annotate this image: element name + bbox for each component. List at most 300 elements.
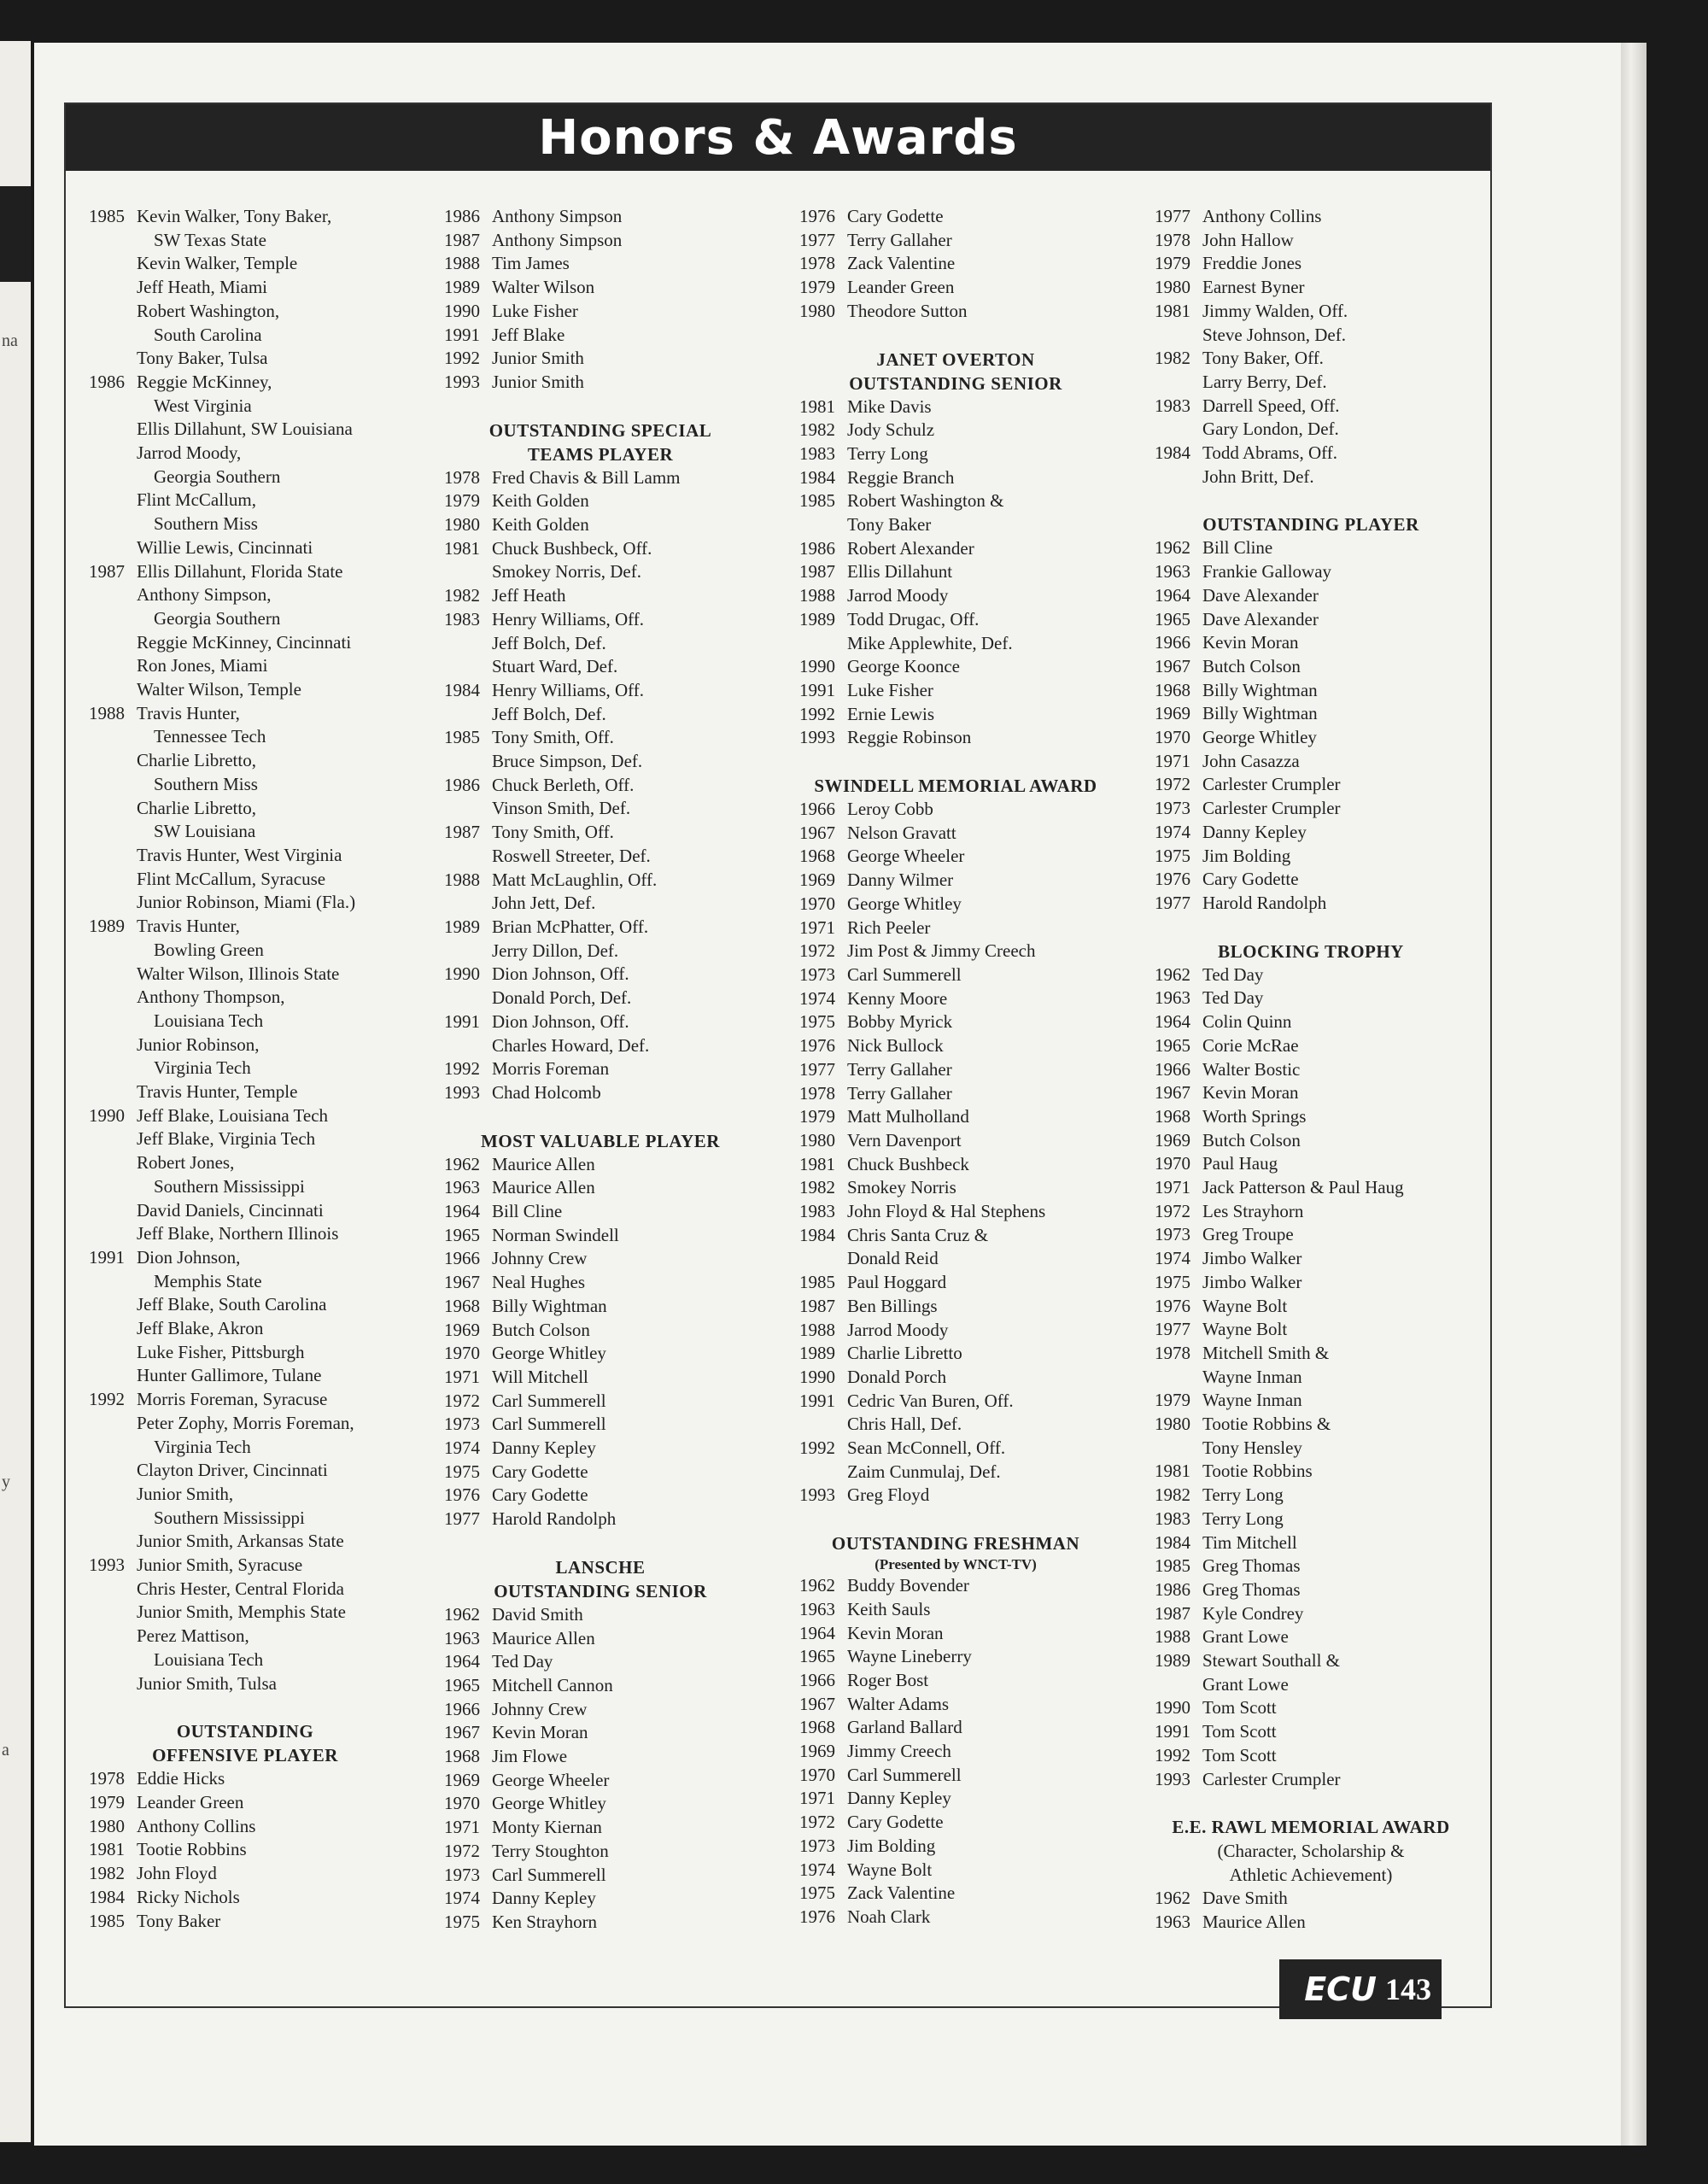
entry-year xyxy=(74,1648,137,1672)
entry-recipient: Brian McPhatter, Off. xyxy=(492,916,649,937)
award-entry xyxy=(430,1271,771,1295)
entry-recipient: Southern Mississippi xyxy=(154,1507,305,1528)
entry-recipient: Larry Berry, Def. xyxy=(1202,371,1327,392)
entry-recipient: Jimbo Walker xyxy=(1202,1248,1302,1269)
entry-year: 1983 xyxy=(799,442,835,464)
entry-year: 1978 xyxy=(89,1768,125,1789)
entry-year: 1972 xyxy=(1155,774,1190,795)
entry-recipient: Tony Baker, Tulsa xyxy=(137,348,268,369)
award-entry xyxy=(74,1483,416,1507)
entry-recipient: SW Louisiana xyxy=(154,821,256,842)
entry-recipient: Maurice Allen xyxy=(1202,1912,1306,1932)
award-entry xyxy=(785,1129,1126,1153)
award-entry xyxy=(785,1010,1126,1034)
section-heading: OUTSTANDING PLAYER xyxy=(1202,514,1419,536)
entry-year: 1991 xyxy=(799,1390,835,1411)
award-entry xyxy=(785,655,1126,679)
award-entry xyxy=(430,1484,771,1508)
entry-recipient: Tony Smith, Off. xyxy=(492,822,614,843)
award-entry xyxy=(74,1010,416,1033)
entry-year xyxy=(430,750,492,774)
entry-year xyxy=(74,725,137,749)
entry-year: 1966 xyxy=(799,799,835,820)
entry-year xyxy=(74,536,137,560)
entry-year: 1992 xyxy=(799,703,835,724)
entry-recipient: Butch Colson xyxy=(1202,655,1301,676)
entry-recipient: Todd Drugac, Off. xyxy=(847,608,980,629)
award-entry xyxy=(430,1864,771,1888)
award-entry xyxy=(430,205,771,229)
award-entry xyxy=(430,1721,771,1745)
entry-recipient: Billy Wightman xyxy=(1202,679,1318,700)
entry-year: 1977 xyxy=(1155,1319,1190,1340)
award-entry xyxy=(430,1153,771,1177)
page-edge xyxy=(1621,43,1647,2146)
award-entry xyxy=(74,773,416,797)
entry-year xyxy=(74,300,137,324)
entry-year xyxy=(74,939,137,963)
entry-recipient: Junior Smith, Tulsa xyxy=(137,1672,277,1694)
award-entry xyxy=(74,725,416,749)
award-entry xyxy=(430,1627,771,1651)
entry-recipient: Cary Godette xyxy=(492,1461,588,1482)
entry-year xyxy=(74,1151,137,1175)
entry-year: 1968 xyxy=(799,1717,835,1738)
award-entry xyxy=(785,442,1126,466)
award-section xyxy=(785,1531,1126,1929)
entry-recipient: Anthony Collins xyxy=(137,1815,256,1836)
entry-recipient: Stuart Ward, Def. xyxy=(492,656,618,677)
entry-year: 1976 xyxy=(799,206,835,226)
award-entry xyxy=(74,1838,416,1862)
entry-year: 1992 xyxy=(444,1058,480,1080)
award-section xyxy=(430,1555,771,1935)
entry-year xyxy=(74,1436,137,1460)
award-entry xyxy=(1140,608,1482,632)
entry-recipient: Jeff Bolch, Def. xyxy=(492,632,606,653)
entry-year: 1984 xyxy=(89,1886,125,1907)
entry-recipient: Worth Springs xyxy=(1202,1105,1307,1127)
award-entry xyxy=(1140,276,1482,300)
entry-recipient: Bill Cline xyxy=(1202,537,1273,559)
entry-recipient: Danny Kepley xyxy=(492,1888,596,1909)
section-heading-line-2: OUTSTANDING SENIOR xyxy=(849,372,1062,394)
award-entry xyxy=(785,1034,1126,1058)
entry-year: 1970 xyxy=(799,1764,835,1785)
award-entry xyxy=(74,395,416,419)
entry-recipient: Wayne Inman xyxy=(1202,1390,1302,1411)
award-entry xyxy=(785,466,1126,490)
entry-recipient: Carl Summerell xyxy=(847,1764,962,1785)
entry-year xyxy=(74,1199,137,1223)
award-entry xyxy=(785,489,1126,513)
award-entry xyxy=(1140,1176,1482,1200)
entry-recipient: Tom Scott xyxy=(1202,1721,1277,1742)
award-entry xyxy=(785,1716,1126,1740)
entry-recipient: Jim Bolding xyxy=(847,1835,936,1856)
entry-year: 1982 xyxy=(1155,348,1190,369)
entry-year: 1964 xyxy=(444,1651,480,1672)
award-entry xyxy=(74,489,416,512)
content-frame xyxy=(64,102,1492,2008)
entry-recipient: Luke Fisher xyxy=(492,300,578,321)
award-entry xyxy=(430,940,771,963)
entry-recipient: Roger Bost xyxy=(847,1669,929,1690)
entry-year: 1966 xyxy=(1155,1058,1190,1080)
award-entry xyxy=(74,915,416,939)
entry-year: 1969 xyxy=(444,1319,480,1340)
entry-recipient: Steve Johnson, Def. xyxy=(1202,324,1346,345)
entry-year: 1969 xyxy=(444,1769,480,1790)
entry-year: 1965 xyxy=(799,1646,835,1667)
entry-year: 1984 xyxy=(799,466,835,488)
award-entry xyxy=(74,1436,416,1460)
entry-year: 1986 xyxy=(444,774,480,795)
award-entry xyxy=(1140,1911,1482,1935)
entry-recipient: Jarrod Moody xyxy=(847,1319,949,1340)
award-entry xyxy=(1140,1555,1482,1578)
entry-recipient: Nick Bullock xyxy=(847,1035,944,1057)
entry-year: 1989 xyxy=(799,608,835,629)
entry-recipient: Ted Day xyxy=(492,1651,553,1672)
award-entry xyxy=(74,324,416,348)
entry-year xyxy=(74,1127,137,1151)
award-entry xyxy=(1140,1531,1482,1555)
entry-recipient: Kevin Moran xyxy=(492,1722,588,1743)
entry-recipient: Travis Hunter, West Virginia xyxy=(137,844,342,865)
entry-year: 1965 xyxy=(444,1674,480,1695)
entry-recipient: Henry Williams, Off. xyxy=(492,679,645,700)
entry-recipient: Ellis Dillahunt xyxy=(847,561,953,583)
entry-year: 1975 xyxy=(799,1011,835,1033)
entry-year: 1973 xyxy=(1155,798,1190,819)
entry-recipient: Zaim Cunmulaj, Def. xyxy=(847,1461,1001,1482)
award-entry xyxy=(430,252,771,276)
entry-recipient: Carlester Crumpler xyxy=(1202,798,1341,819)
entry-recipient: South Carolina xyxy=(154,324,262,345)
entry-recipient: Tony Hensley xyxy=(1202,1437,1302,1458)
award-entry xyxy=(785,1271,1126,1295)
entry-year xyxy=(74,276,137,300)
entry-recipient: Zack Valentine xyxy=(847,1882,956,1904)
entry-year: 1974 xyxy=(799,1859,835,1880)
entry-year xyxy=(430,987,492,1010)
entry-year: 1980 xyxy=(799,1129,835,1151)
entry-year: 1981 xyxy=(799,1153,835,1174)
award-entry xyxy=(74,1080,416,1104)
award-entry xyxy=(74,1459,416,1483)
entry-recipient: David Daniels, Cincinnati xyxy=(137,1199,324,1221)
entry-year xyxy=(74,820,137,844)
award-entry xyxy=(785,1484,1126,1508)
award-section xyxy=(1140,512,1482,915)
entry-recipient: John Hallow xyxy=(1202,229,1294,250)
entry-year: 1963 xyxy=(444,1627,480,1648)
entry-year: 1981 xyxy=(1155,300,1190,321)
entry-recipient: Terry Gallaher xyxy=(847,229,952,250)
entry-year xyxy=(74,773,137,797)
entry-recipient: Kevin Moran xyxy=(847,1622,944,1643)
award-entry xyxy=(785,1200,1126,1224)
entry-year: 1973 xyxy=(1155,1224,1190,1245)
entry-year: 1982 xyxy=(1155,1484,1190,1506)
entry-recipient: Jimbo Walker xyxy=(1202,1271,1302,1292)
section-heading-line-2: OUTSTANDING SENIOR xyxy=(494,1580,707,1601)
page-title: Honors & Awards xyxy=(538,109,1018,166)
entry-recipient: George Whitley xyxy=(847,893,962,914)
award-entry xyxy=(1140,868,1482,892)
entry-year xyxy=(1140,371,1202,395)
entry-recipient: Ron Jones, Miami xyxy=(137,655,268,676)
entry-recipient: Wayne Bolt xyxy=(1202,1295,1288,1316)
entry-year: 1991 xyxy=(1155,1721,1190,1742)
entry-year: 1980 xyxy=(1155,1414,1190,1435)
award-entry xyxy=(785,1461,1126,1484)
entry-year xyxy=(1140,1366,1202,1390)
entry-year xyxy=(785,1413,847,1437)
entry-year: 1963 xyxy=(1155,561,1190,583)
entry-recipient: Wayne Lineberry xyxy=(847,1646,972,1667)
entry-recipient: Mitchell Smith & xyxy=(1202,1342,1330,1363)
award-entry xyxy=(785,395,1126,419)
award-entry xyxy=(74,607,416,631)
entry-recipient: Dave Alexander xyxy=(1202,584,1319,606)
entry-year: 1985 xyxy=(89,1910,125,1931)
entry-year xyxy=(430,560,492,584)
entry-year: 1978 xyxy=(444,466,480,488)
entry-year xyxy=(74,1364,137,1388)
entry-year: 1968 xyxy=(1155,1105,1190,1127)
entry-year: 1979 xyxy=(799,277,835,298)
ecu-logo: ECU xyxy=(1304,1970,1377,2008)
award-entry xyxy=(785,1247,1126,1271)
entry-recipient: Kevin Moran xyxy=(1202,632,1299,653)
entry-recipient: Southern Miss xyxy=(154,773,258,794)
entry-recipient: Kevin Walker, Tony Baker, xyxy=(137,206,332,226)
entry-recipient: Roswell Streeter, Def. xyxy=(492,845,651,866)
entry-recipient: Paul Haug xyxy=(1202,1153,1278,1174)
award-entry xyxy=(74,749,416,773)
entry-year xyxy=(74,1672,137,1696)
award-entry xyxy=(1140,1342,1482,1366)
award-entry xyxy=(430,1319,771,1343)
entry-recipient: Donald Porch, Def. xyxy=(492,987,632,1009)
entry-year: 1965 xyxy=(1155,608,1190,629)
award-section xyxy=(785,774,1126,1508)
entry-recipient: Kevin Moran xyxy=(1202,1082,1299,1104)
entry-year: 1993 xyxy=(444,371,480,392)
award-entry xyxy=(1140,1295,1482,1319)
entry-recipient: George Whitley xyxy=(492,1793,606,1814)
entry-year: 1963 xyxy=(1155,1912,1190,1932)
entry-year: 1962 xyxy=(799,1575,835,1596)
award-entry xyxy=(74,252,416,276)
entry-year: 1981 xyxy=(444,537,480,559)
award-entry xyxy=(1140,1602,1482,1626)
award-entry xyxy=(1140,205,1482,229)
entry-year: 1977 xyxy=(1155,892,1190,913)
entry-year xyxy=(785,1461,847,1484)
section-heading: LANSCHE xyxy=(555,1556,646,1578)
award-entry xyxy=(74,229,416,253)
entry-year: 1965 xyxy=(1155,1034,1190,1056)
entry-year xyxy=(1140,1673,1202,1697)
entry-year xyxy=(430,892,492,916)
award-entry xyxy=(785,1811,1126,1835)
award-entry xyxy=(74,1648,416,1672)
award-entry xyxy=(430,987,771,1010)
entry-recipient: Bowling Green xyxy=(154,939,264,960)
award-entry xyxy=(430,1769,771,1793)
award-entry xyxy=(74,891,416,915)
entry-recipient: Chuck Bushbeck xyxy=(847,1153,969,1174)
award-entry xyxy=(1140,300,1482,324)
award-entry xyxy=(74,1910,416,1934)
entry-recipient: Southern Miss xyxy=(154,513,258,535)
award-entry xyxy=(785,1224,1126,1248)
award-section xyxy=(785,205,1126,324)
award-entry xyxy=(74,1127,416,1151)
award-entry xyxy=(74,560,416,584)
award-entry xyxy=(430,560,771,584)
entry-year xyxy=(74,229,137,253)
entry-year: 1974 xyxy=(799,987,835,1009)
entry-recipient: Monty Kiernan xyxy=(492,1817,602,1838)
entry-recipient: Maurice Allen xyxy=(492,1177,595,1198)
award-entry xyxy=(74,654,416,678)
entry-year xyxy=(74,1483,137,1507)
award-entry xyxy=(785,1622,1126,1646)
award-entry xyxy=(1140,1389,1482,1413)
section-heading: SWINDELL MEMORIAL AWARD xyxy=(814,776,1097,797)
entry-year: 1990 xyxy=(1155,1697,1190,1719)
award-entry xyxy=(1140,1129,1482,1153)
entry-recipient: Ben Billings xyxy=(847,1295,938,1316)
award-entry xyxy=(74,512,416,536)
award-entry xyxy=(785,584,1126,608)
entry-recipient: Anthony Collins xyxy=(1202,206,1322,226)
award-entry xyxy=(1140,371,1482,395)
entry-recipient: Robert Washington & xyxy=(847,490,1004,512)
section-subheading: (Character, Scholarship & xyxy=(1217,1841,1405,1862)
entry-year: 1966 xyxy=(1155,632,1190,653)
entry-recipient: Theodore Sutton xyxy=(847,300,968,321)
entry-recipient: Tom Scott xyxy=(1202,1744,1277,1765)
entry-year: 1973 xyxy=(444,1864,480,1885)
award-entry xyxy=(1140,1247,1482,1271)
entry-recipient: Danny Kepley xyxy=(1202,821,1307,842)
entry-year: 1989 xyxy=(444,277,480,298)
entry-year xyxy=(74,654,137,678)
entry-recipient: Anthony Simpson xyxy=(492,229,623,250)
entry-recipient: Tootie Robbins & xyxy=(1202,1414,1331,1435)
entry-year xyxy=(74,1507,137,1531)
entry-recipient: Frankie Galloway xyxy=(1202,561,1332,583)
entry-year xyxy=(74,442,137,465)
entry-year: 1968 xyxy=(1155,679,1190,700)
entry-year: 1975 xyxy=(444,1912,480,1932)
entry-recipient: Charles Howard, Def. xyxy=(492,1034,650,1056)
entry-recipient: Tom Scott xyxy=(1202,1697,1277,1719)
award-entry xyxy=(785,1319,1126,1343)
entry-recipient: Luke Fisher, Pittsburgh xyxy=(137,1341,305,1362)
award-entry xyxy=(430,1887,771,1911)
award-entry xyxy=(74,1625,416,1648)
entry-recipient: Tennessee Tech xyxy=(154,726,266,747)
entry-recipient: Cary Godette xyxy=(847,206,944,226)
award-entry xyxy=(1140,655,1482,679)
entry-recipient: Mike Applewhite, Def. xyxy=(847,632,1013,653)
entry-year: 1984 xyxy=(799,1224,835,1245)
award-entry xyxy=(74,868,416,892)
entry-year xyxy=(74,631,137,655)
entry-recipient: Paul Hoggard xyxy=(847,1272,947,1293)
entry-recipient: Zack Valentine xyxy=(847,253,956,274)
entry-recipient: Chuck Bushbeck, Off. xyxy=(492,537,652,559)
entry-year: 1966 xyxy=(444,1698,480,1719)
award-entry xyxy=(785,1058,1126,1082)
entry-year: 1987 xyxy=(89,560,125,582)
title-banner xyxy=(66,104,1490,171)
entry-recipient: Junior Robinson, xyxy=(137,1033,260,1055)
entry-year: 1977 xyxy=(799,229,835,250)
entry-year: 1962 xyxy=(1155,1888,1190,1909)
entry-year: 1967 xyxy=(1155,655,1190,676)
entry-recipient: Will Mitchell xyxy=(492,1366,588,1387)
entry-year: 1983 xyxy=(444,608,480,629)
previous-page-tab-mark xyxy=(0,186,31,282)
entry-year: 1981 xyxy=(799,395,835,417)
entry-year: 1971 xyxy=(1155,750,1190,771)
award-entry xyxy=(74,300,416,324)
award-entry xyxy=(1140,750,1482,774)
award-entry xyxy=(74,844,416,868)
award-entry xyxy=(74,1317,416,1341)
award-entry xyxy=(785,1598,1126,1622)
entry-year: 1993 xyxy=(89,1555,125,1576)
entry-year: 1970 xyxy=(444,1793,480,1814)
entry-recipient: Cary Godette xyxy=(1202,869,1299,890)
entry-recipient: Terry Gallaher xyxy=(847,1058,952,1080)
award-entry xyxy=(430,371,771,395)
entry-recipient: Terry Long xyxy=(1202,1484,1284,1506)
entry-recipient: Greg Troupe xyxy=(1202,1224,1294,1245)
entry-year: 1972 xyxy=(444,1390,480,1411)
entry-recipient: Les Strayhorn xyxy=(1202,1200,1304,1221)
award-entry xyxy=(74,1886,416,1910)
award-entry xyxy=(74,1199,416,1223)
entry-recipient: Flint McCallum, xyxy=(137,489,257,511)
award-entry xyxy=(74,1057,416,1080)
previous-page-fragment: y xyxy=(2,1473,10,1491)
entry-recipient: Peter Zophy, Morris Foreman, xyxy=(137,1412,354,1433)
entry-year: 1970 xyxy=(1155,727,1190,748)
entry-year: 1993 xyxy=(799,727,835,748)
award-entry xyxy=(74,1246,416,1270)
entry-recipient: Matt Mulholland xyxy=(847,1106,969,1127)
entry-year: 1974 xyxy=(444,1437,480,1459)
entry-year xyxy=(74,252,137,276)
entry-year xyxy=(1140,324,1202,348)
entry-recipient: Leander Green xyxy=(847,277,955,298)
entry-year xyxy=(74,891,137,915)
entry-year xyxy=(74,963,137,987)
award-entry xyxy=(1140,1223,1482,1247)
entry-recipient: Harold Randolph xyxy=(1202,892,1327,913)
award-entry xyxy=(1140,536,1482,560)
award-entry xyxy=(1140,1413,1482,1437)
award-entry xyxy=(430,1911,771,1935)
